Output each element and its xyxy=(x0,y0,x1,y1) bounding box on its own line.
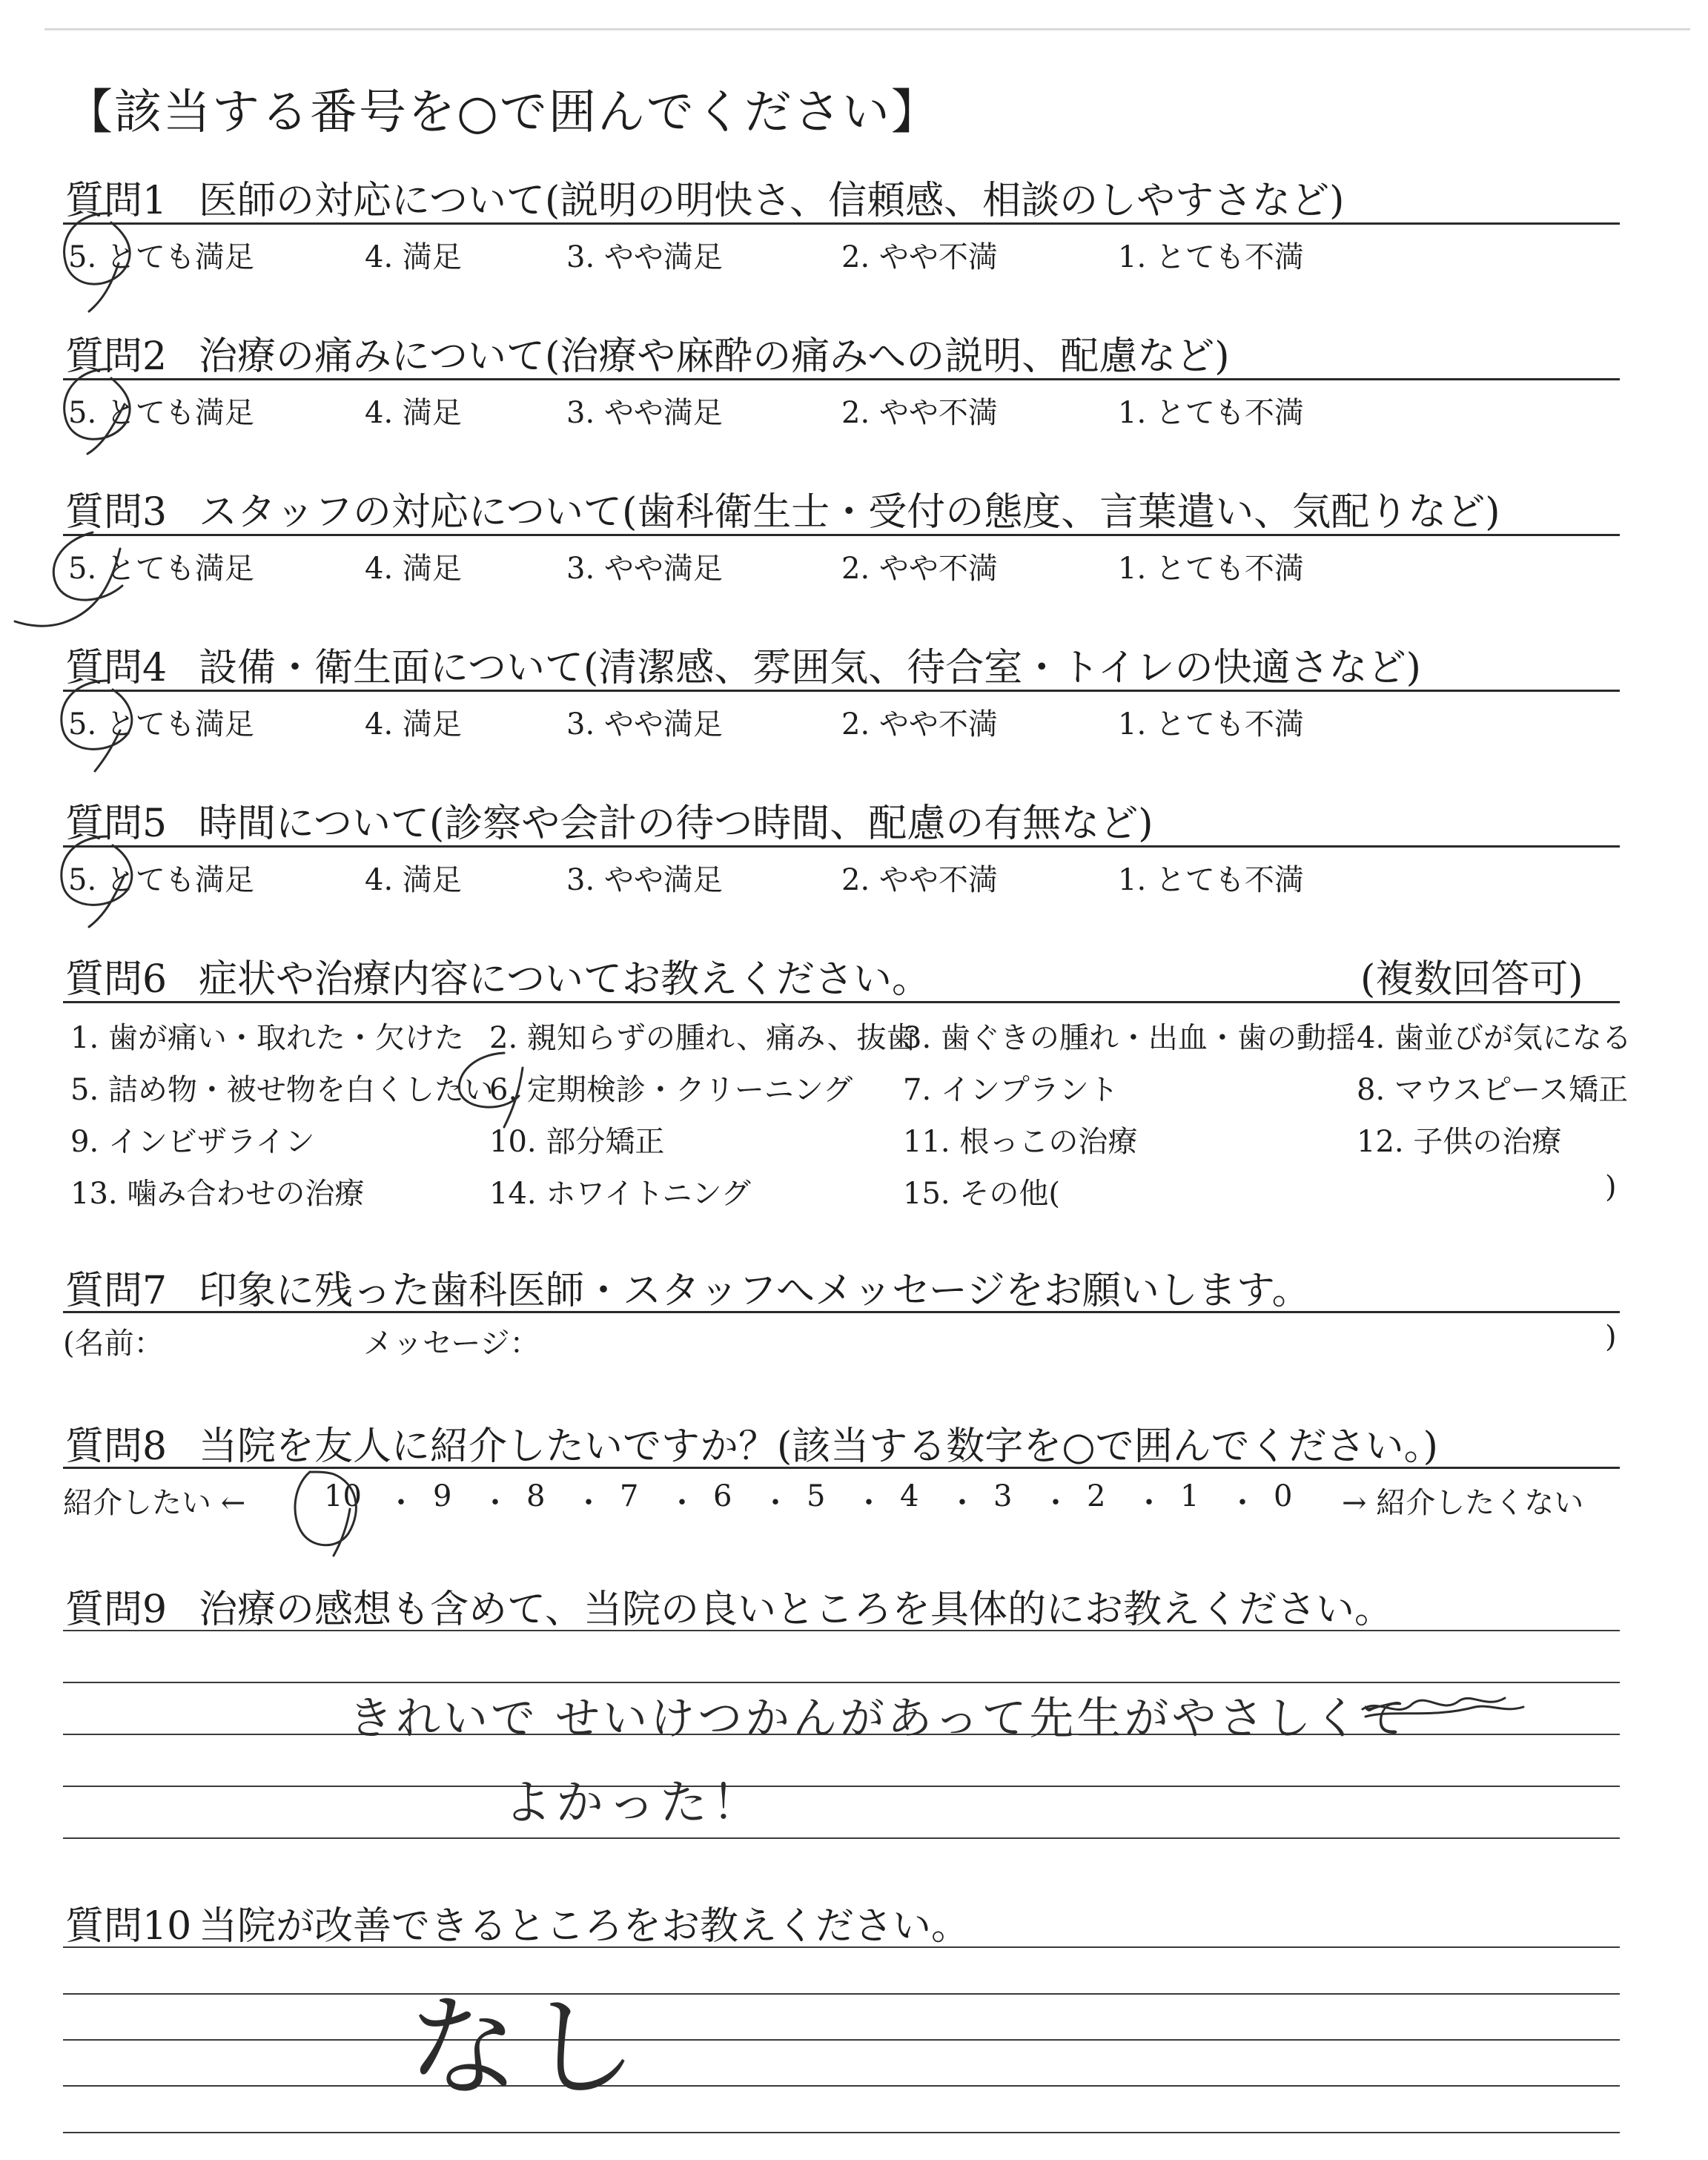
q6-selection-circle xyxy=(459,1053,523,1127)
q3-selection-circle xyxy=(15,532,122,626)
q4-option-5[interactable]: 5. とても満足 xyxy=(68,707,254,742)
q6-option-6[interactable]: 6. 定期検診・クリーニング xyxy=(489,1073,853,1107)
q8-separator: ・ xyxy=(667,1486,697,1520)
q9-scribble xyxy=(1363,1698,1523,1717)
q4-selection-circle xyxy=(62,681,132,771)
q1-selection-circle xyxy=(64,214,130,311)
q3-option-2[interactable]: 2. やや不満 xyxy=(841,552,998,586)
q8-left-label: 紹介したい ← xyxy=(63,1486,246,1520)
question-3-text: スタッフの対応について(歯科衛生士・受付の態度、言葉遣い、気配りなど) xyxy=(199,490,1500,535)
question-5-text: 時間について(診察や会計の待つ時間、配慮の有無など) xyxy=(199,802,1153,846)
q3-option-4[interactable]: 4. 満足 xyxy=(365,552,462,586)
question-4-text: 設備・衛生面について(清潔感、雰囲気、待合室・トイレの快適さなど) xyxy=(199,646,1421,690)
q2-selection-circle xyxy=(64,369,130,454)
question-8-label: 質問8 xyxy=(65,1424,168,1469)
question-4-label: 質問4 xyxy=(65,646,168,690)
q5-option-2[interactable]: 2. やや不満 xyxy=(841,863,998,897)
q5-option-3[interactable]: 3. やや満足 xyxy=(566,863,723,897)
question-7-label: 質問7 xyxy=(65,1269,168,1313)
q8-separator: ・ xyxy=(480,1486,510,1520)
q5-option-5[interactable]: 5. とても満足 xyxy=(68,863,254,897)
page-title: 【該当する番号を○で囲んでください】 xyxy=(65,85,940,140)
q8-separator: ・ xyxy=(1228,1486,1257,1520)
question-2-label: 質問2 xyxy=(65,334,168,379)
q6-option-13[interactable]: 13. 噛み合わせの治療 xyxy=(70,1177,365,1211)
q8-score-0[interactable]: 0 xyxy=(1274,1479,1293,1513)
q5-option-1[interactable]: 1. とても不満 xyxy=(1118,863,1304,897)
q8-score-2[interactable]: 2 xyxy=(1087,1479,1106,1513)
q8-score-3[interactable]: 3 xyxy=(993,1479,1013,1513)
question-2-text: 治療の痛みについて(治療や麻酔の痛みへの説明、配慮など) xyxy=(199,334,1230,379)
q8-score-10[interactable]: 10 xyxy=(324,1479,362,1513)
q3-option-1[interactable]: 1. とても不満 xyxy=(1118,552,1304,586)
q9-handwritten-answer-line-2: よかった！ xyxy=(504,1776,764,1831)
q1-option-4[interactable]: 4. 満足 xyxy=(365,240,462,274)
q6-option-7[interactable]: 7. インプラント xyxy=(903,1073,1119,1107)
q6-other-close-paren: ) xyxy=(1605,1170,1617,1204)
q6-option-1[interactable]: 1. 歯が痛い・取れた・欠けた xyxy=(70,1021,464,1055)
q7-message-label: メッセージ： xyxy=(363,1327,540,1361)
q8-separator: ・ xyxy=(574,1486,603,1520)
question-10-label: 質問10 xyxy=(65,1904,192,1949)
q8-separator: ・ xyxy=(1134,1486,1164,1520)
question-8-text: 当院を友人に紹介したいですか？(該当する数字を○で囲んでください。) xyxy=(199,1424,1438,1469)
question-1-text: 医師の対応について(説明の明快さ、信頼感、相談のしやすさなど) xyxy=(199,179,1345,223)
q6-option-14[interactable]: 14. ホワイトニング xyxy=(489,1177,751,1211)
q1-option-5[interactable]: 5. とても満足 xyxy=(68,240,254,274)
q4-option-1[interactable]: 1. とても不満 xyxy=(1118,707,1304,742)
q1-option-3[interactable]: 3. やや満足 xyxy=(566,240,723,274)
question-3-label: 質問3 xyxy=(65,490,168,535)
q6-option-9[interactable]: 9. インビザライン xyxy=(70,1125,315,1159)
q8-score-8[interactable]: 8 xyxy=(526,1479,546,1513)
q8-separator: ・ xyxy=(386,1486,416,1520)
q8-separator: ・ xyxy=(761,1486,790,1520)
question-9-label: 質問9 xyxy=(65,1588,168,1632)
question-6-label: 質問6 xyxy=(65,957,168,1002)
q8-separator: ・ xyxy=(947,1486,977,1520)
q1-option-2[interactable]: 2. やや不満 xyxy=(841,240,998,274)
question-9-text: 治療の感想も含めて、当院の良いところを具体的にお教えください。 xyxy=(199,1588,1393,1632)
q8-score-6[interactable]: 6 xyxy=(713,1479,732,1513)
q8-selection-circle xyxy=(295,1472,356,1556)
question-6-text: 症状や治療内容についてお教えください。 xyxy=(199,957,930,1002)
q8-score-7[interactable]: 7 xyxy=(620,1479,639,1513)
q10-handwritten-answer: なし xyxy=(408,1984,646,2113)
q6-option-4[interactable]: 4. 歯並びが気になる xyxy=(1357,1021,1632,1055)
q2-option-5[interactable]: 5. とても満足 xyxy=(68,396,254,430)
q2-option-1[interactable]: 1. とても不満 xyxy=(1118,396,1304,430)
q8-separator: ・ xyxy=(854,1486,884,1520)
q2-option-4[interactable]: 4. 満足 xyxy=(365,396,462,430)
q4-option-3[interactable]: 3. やや満足 xyxy=(566,707,723,742)
q4-option-2[interactable]: 2. やや不満 xyxy=(841,707,998,742)
q2-option-2[interactable]: 2. やや不満 xyxy=(841,396,998,430)
question-5-label: 質問5 xyxy=(65,802,168,846)
q7-name-label: (名前： xyxy=(63,1327,164,1361)
q4-option-4[interactable]: 4. 満足 xyxy=(365,707,462,742)
question-10-text: 当院が改善できるところをお教えください。 xyxy=(199,1904,970,1949)
q6-option-11[interactable]: 11. 根っこの治療 xyxy=(903,1125,1138,1159)
q8-separator: ・ xyxy=(1041,1486,1070,1520)
q6-option-2[interactable]: 2. 親知らずの腫れ、痛み、抜歯 xyxy=(489,1021,916,1055)
q8-right-label: → 紹介したくない xyxy=(1342,1486,1584,1520)
q5-option-4[interactable]: 4. 満足 xyxy=(365,863,462,897)
q8-score-1[interactable]: 1 xyxy=(1180,1479,1199,1513)
q1-option-1[interactable]: 1. とても不満 xyxy=(1118,240,1304,274)
q7-close-paren: ) xyxy=(1605,1320,1617,1354)
question-1-label: 質問1 xyxy=(65,179,168,223)
question-6-note: (複数回答可) xyxy=(1360,957,1583,1002)
q6-option-8[interactable]: 8. マウスピース矯正 xyxy=(1357,1073,1629,1107)
q6-option-15[interactable]: 15. その他( xyxy=(903,1177,1060,1211)
q2-option-3[interactable]: 3. やや満足 xyxy=(566,396,723,430)
q6-option-10[interactable]: 10. 部分矯正 xyxy=(489,1125,665,1159)
q5-selection-circle xyxy=(62,836,132,927)
q9-handwritten-answer-line-1: きれいで せいけつかんがあって先生がやさしくて xyxy=(348,1693,1409,1745)
q6-option-3[interactable]: 3. 歯ぐきの腫れ・出血・歯の動揺 xyxy=(903,1021,1356,1055)
q6-option-5[interactable]: 5. 詰め物・被せ物を白くしたい xyxy=(70,1073,494,1107)
q3-option-5[interactable]: 5. とても満足 xyxy=(68,552,254,586)
q8-score-5[interactable]: 5 xyxy=(807,1479,826,1513)
q8-score-9[interactable]: 9 xyxy=(433,1479,452,1513)
q8-score-4[interactable]: 4 xyxy=(900,1479,919,1513)
question-7-text: 印象に残った歯科医師・スタッフへメッセージをお願いします。 xyxy=(199,1269,1311,1313)
q6-option-12[interactable]: 12. 子供の治療 xyxy=(1357,1125,1562,1159)
q3-option-3[interactable]: 3. やや満足 xyxy=(566,552,723,586)
